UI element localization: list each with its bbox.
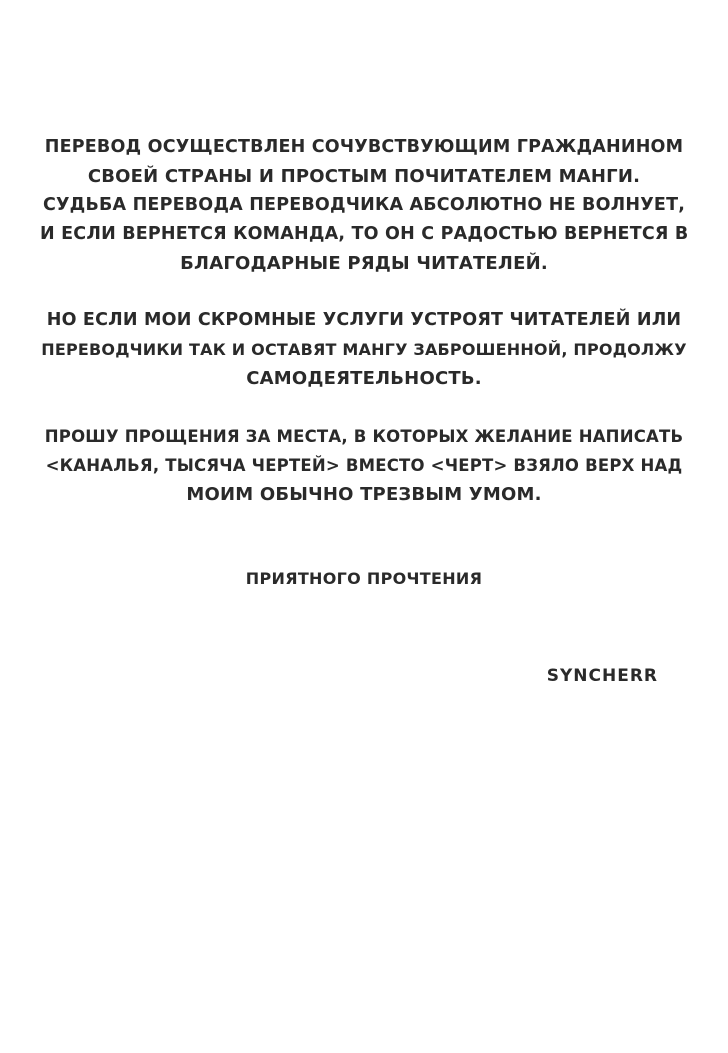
text-line: ПЕРЕВОД ОСУЩЕСТВЛЕН СОЧУВСТВУЮЩИМ ГРАЖДАНИНОМ (44, 137, 684, 157)
note-paragraph-2 (40, 306, 688, 393)
text-line: СВОЕЙ СТРАНЫ И ПРОСТЫМ ПОЧИТАТЕЛЕМ МАНГИ. (87, 166, 641, 187)
closing-line: ПРИЯТНОГО ПРОЧТЕНИЯ (245, 569, 483, 588)
text-line: ПЕРЕВОДЧИКИ ТАК И ОСТАВЯТ МАНГУ ЗАБРОШЕННОЙ, ПРОДОЛЖУ (41, 340, 687, 359)
text-line: СУДЬБА ПЕРЕВОДА ПЕРЕВОДЧИКА АБСОЛЮТНО НЕ ВОЛНУЕТ, (42, 195, 686, 215)
text-line: МОИМ ОБЫЧНО ТРЕЗВЫМ УМОМ. (186, 484, 542, 505)
text-line: <КАНАЛЬЯ, ТЫСЯЧА ЧЕРТЕЙ> ВМЕСТО <ЧЕРТ> ВЗЯЛО ВЕРХ НАД (45, 456, 683, 475)
text-line: ПРОШУ ПРОЩЕНИЯ ЗА МЕСТА, В КОТОРЫХ ЖЕЛАНИЕ НАПИСАТЬ (44, 427, 684, 446)
text-line: БЛАГОДАРНЫЕ РЯДЫ ЧИТАТЕЛЕЙ. (180, 253, 548, 274)
text-line: САМОДЕЯТЕЛЬНОСТЬ. (246, 368, 482, 389)
translator-signature: SYNCHERR (546, 666, 658, 686)
note-paragraph-1 (40, 133, 688, 278)
note-paragraph-3 (40, 422, 688, 509)
text-line: НО ЕСЛИ МОИ СКРОМНЫЕ УСЛУГИ УСТРОЯТ ЧИТАТЕЛЕЙ ИЛИ (46, 310, 682, 330)
text-line: И ЕСЛИ ВЕРНЕТСЯ КОМАНДА, ТО ОН С РАДОСТЬЮ ВЕРНЕТСЯ В (40, 224, 689, 244)
